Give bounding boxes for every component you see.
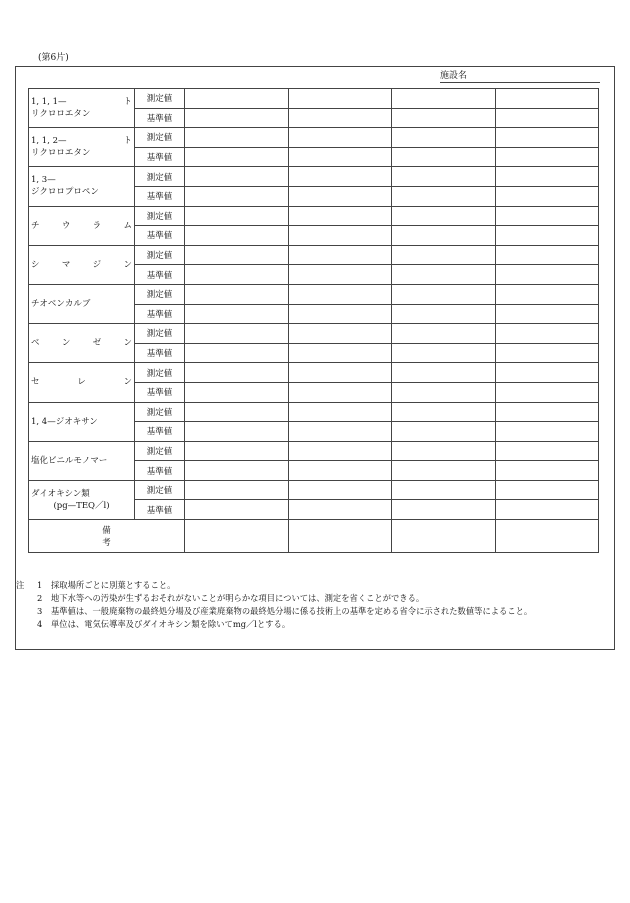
measured-label: 測定値 <box>135 480 185 500</box>
sheet-label: (第6片) <box>38 53 69 63</box>
table-row <box>29 245 599 265</box>
item-name-line2: ジクロロプロペン <box>31 187 99 198</box>
value-cell[interactable] <box>495 128 599 148</box>
item-name <box>29 441 135 480</box>
item-name-line1: 1, 3— <box>31 175 56 186</box>
value-cell[interactable] <box>288 402 392 422</box>
value-cell[interactable] <box>495 226 599 246</box>
measured-label: 測定値 <box>135 441 185 461</box>
note-number: 2 <box>37 593 43 603</box>
standard-label: 基準値 <box>135 186 185 206</box>
measured-label: 測定値 <box>135 363 185 383</box>
standard-label: 基準値 <box>135 147 185 167</box>
value-cell[interactable] <box>392 186 496 206</box>
standard-label: 基準値 <box>135 226 185 246</box>
value-cell[interactable] <box>392 304 496 324</box>
value-cell[interactable] <box>392 500 496 520</box>
value-cell[interactable] <box>392 324 496 344</box>
value-cell[interactable] <box>288 304 392 324</box>
value-cell[interactable] <box>495 167 599 187</box>
value-cell[interactable] <box>288 480 392 500</box>
value-cell[interactable] <box>288 186 392 206</box>
value-cell[interactable] <box>185 304 289 324</box>
measurement-table <box>28 88 599 553</box>
item-name-line1: 1, 1, 2— <box>31 136 67 147</box>
table-row <box>29 441 599 461</box>
item-name-line1: シ マ ジ ン <box>31 259 132 270</box>
value-cell[interactable] <box>288 147 392 167</box>
value-cell[interactable] <box>288 500 392 520</box>
value-cell[interactable] <box>392 461 496 481</box>
standard-label: 基準値 <box>135 265 185 285</box>
item-name <box>29 402 135 441</box>
item-name <box>29 206 135 245</box>
value-cell[interactable] <box>185 441 289 461</box>
table-row <box>29 206 599 226</box>
table-row <box>29 89 599 109</box>
note-4 <box>16 618 616 631</box>
value-cell[interactable] <box>495 441 599 461</box>
value-cell[interactable] <box>185 324 289 344</box>
value-cell[interactable] <box>185 108 289 128</box>
value-cell[interactable] <box>392 167 496 187</box>
table-row <box>29 128 599 148</box>
value-cell[interactable] <box>288 422 392 442</box>
value-cell[interactable] <box>392 402 496 422</box>
value-cell[interactable] <box>185 343 289 363</box>
value-cell[interactable] <box>288 363 392 383</box>
standard-label: 基準値 <box>135 108 185 128</box>
value-cell[interactable] <box>288 284 392 304</box>
value-cell[interactable] <box>185 500 289 520</box>
value-cell[interactable] <box>495 147 599 167</box>
item-name <box>29 245 135 284</box>
table-row <box>29 363 599 383</box>
measured-label: 測定値 <box>135 167 185 187</box>
table-row <box>29 480 599 500</box>
value-cell[interactable] <box>288 128 392 148</box>
value-cell[interactable] <box>185 520 289 553</box>
value-cell[interactable] <box>185 167 289 187</box>
value-cell[interactable] <box>185 402 289 422</box>
facility-name-label: 施設名 <box>440 71 468 81</box>
item-name-line1: 1, 4—ジオキサン <box>31 416 98 427</box>
value-cell[interactable] <box>392 480 496 500</box>
value-cell[interactable] <box>185 89 289 109</box>
item-name <box>29 89 135 128</box>
value-cell[interactable] <box>185 461 289 481</box>
value-cell[interactable] <box>288 245 392 265</box>
item-name-line1: 1, 1, 1— <box>31 97 67 108</box>
value-cell[interactable] <box>495 206 599 226</box>
value-cell[interactable] <box>495 520 599 553</box>
value-cell[interactable] <box>495 284 599 304</box>
measured-label: 測定値 <box>135 402 185 422</box>
note-number: 4 <box>37 619 43 629</box>
item-name-tail: ト <box>123 136 132 147</box>
item-name <box>29 324 135 363</box>
value-cell[interactable] <box>392 363 496 383</box>
value-cell[interactable] <box>392 382 496 402</box>
value-cell[interactable] <box>185 245 289 265</box>
value-cell[interactable] <box>495 304 599 324</box>
table-row <box>29 284 599 304</box>
value-cell[interactable] <box>495 500 599 520</box>
value-cell[interactable] <box>185 422 289 442</box>
value-cell[interactable] <box>392 520 496 553</box>
value-cell[interactable] <box>495 382 599 402</box>
measured-label: 測定値 <box>135 245 185 265</box>
item-name-line2: リクロロエタン <box>31 109 91 120</box>
value-cell[interactable] <box>288 324 392 344</box>
value-cell[interactable] <box>288 108 392 128</box>
standard-label: 基準値 <box>135 461 185 481</box>
value-cell[interactable] <box>495 89 599 109</box>
value-cell[interactable] <box>392 265 496 285</box>
value-cell[interactable] <box>392 128 496 148</box>
value-cell[interactable] <box>495 343 599 363</box>
measured-label: 測定値 <box>135 284 185 304</box>
note-2 <box>16 592 616 605</box>
value-cell[interactable] <box>495 422 599 442</box>
value-cell[interactable] <box>392 245 496 265</box>
value-cell[interactable] <box>495 461 599 481</box>
measured-label: 測定値 <box>135 206 185 226</box>
standard-label: 基準値 <box>135 500 185 520</box>
value-cell[interactable] <box>288 382 392 402</box>
value-cell[interactable] <box>185 284 289 304</box>
measured-label: 測定値 <box>135 324 185 344</box>
value-cell[interactable] <box>392 206 496 226</box>
value-cell[interactable] <box>288 89 392 109</box>
value-cell[interactable] <box>288 226 392 246</box>
value-cell[interactable] <box>288 441 392 461</box>
value-cell[interactable] <box>495 480 599 500</box>
value-cell[interactable] <box>392 284 496 304</box>
standard-label: 基準値 <box>135 422 185 442</box>
notes <box>16 579 616 631</box>
item-name-line1: セ レ ン <box>31 377 132 388</box>
value-cell[interactable] <box>495 402 599 422</box>
value-cell[interactable] <box>288 520 392 553</box>
value-cell[interactable] <box>392 89 496 109</box>
value-cell[interactable] <box>392 147 496 167</box>
note-text: 採取場所ごとに別葉とすること。 <box>51 580 176 590</box>
note-text: 基準値は、一般廃棄物の最終処分場及び産業廃棄物の最終処分場に係る技術上の基準を定める省令に示された数値等によること。 <box>51 606 533 616</box>
note-number: 1 <box>37 580 43 590</box>
item-name-line1: チ ウ ラ ム <box>31 220 132 231</box>
value-cell[interactable] <box>495 324 599 344</box>
note-text: 地下水等への汚染が生ずるおそれがないことが明らかな項目については、測定を省くことができる。 <box>51 593 425 603</box>
note-3 <box>16 605 616 618</box>
remarks-label: 備考 <box>29 520 185 553</box>
value-cell[interactable] <box>288 206 392 226</box>
value-cell[interactable] <box>185 480 289 500</box>
value-cell[interactable] <box>185 226 289 246</box>
item-name-line1: チオベンカルブ <box>31 299 91 310</box>
item-name <box>29 167 135 206</box>
standard-label: 基準値 <box>135 304 185 324</box>
item-name-line1: ベ ン ゼ ン <box>31 338 132 349</box>
item-name <box>29 480 135 519</box>
measured-label: 測定値 <box>135 128 185 148</box>
note-1 <box>16 579 616 592</box>
note-number: 3 <box>37 606 43 616</box>
value-cell[interactable] <box>288 167 392 187</box>
facility-name-field[interactable] <box>440 71 600 83</box>
value-cell[interactable] <box>495 245 599 265</box>
standard-label: 基準値 <box>135 343 185 363</box>
table-row <box>29 324 599 344</box>
table-row <box>29 167 599 187</box>
value-cell[interactable] <box>392 226 496 246</box>
value-cell[interactable] <box>185 206 289 226</box>
item-name-line1: 塩化ビニルモノマー <box>31 455 108 466</box>
value-cell[interactable] <box>185 128 289 148</box>
value-cell[interactable] <box>185 147 289 167</box>
note-text: 単位は、電気伝導率及びダイオキシン類を除いてmg／lとする。 <box>51 619 291 629</box>
value-cell[interactable] <box>495 265 599 285</box>
item-name <box>29 284 135 323</box>
table-row <box>29 402 599 422</box>
value-cell[interactable] <box>495 108 599 128</box>
item-name <box>29 128 135 167</box>
remarks-row <box>29 520 599 553</box>
value-cell[interactable] <box>185 363 289 383</box>
value-cell[interactable] <box>495 186 599 206</box>
value-cell[interactable] <box>185 186 289 206</box>
value-cell[interactable] <box>288 461 392 481</box>
value-cell[interactable] <box>392 422 496 442</box>
value-cell[interactable] <box>392 343 496 363</box>
value-cell[interactable] <box>185 382 289 402</box>
value-cell[interactable] <box>495 363 599 383</box>
item-name-line2: (pg—TEQ／l) <box>53 500 110 511</box>
value-cell[interactable] <box>288 265 392 285</box>
item-name-tail: ト <box>123 97 132 108</box>
value-cell[interactable] <box>392 108 496 128</box>
measured-label: 測定値 <box>135 89 185 109</box>
item-name-line2: リクロロエタン <box>31 148 91 159</box>
standard-label: 基準値 <box>135 382 185 402</box>
item-name-line1: ダイオキシン類 <box>31 488 90 499</box>
value-cell[interactable] <box>185 265 289 285</box>
value-cell[interactable] <box>392 441 496 461</box>
item-name <box>29 363 135 402</box>
value-cell[interactable] <box>288 343 392 363</box>
notes-head: 注 <box>16 580 25 590</box>
